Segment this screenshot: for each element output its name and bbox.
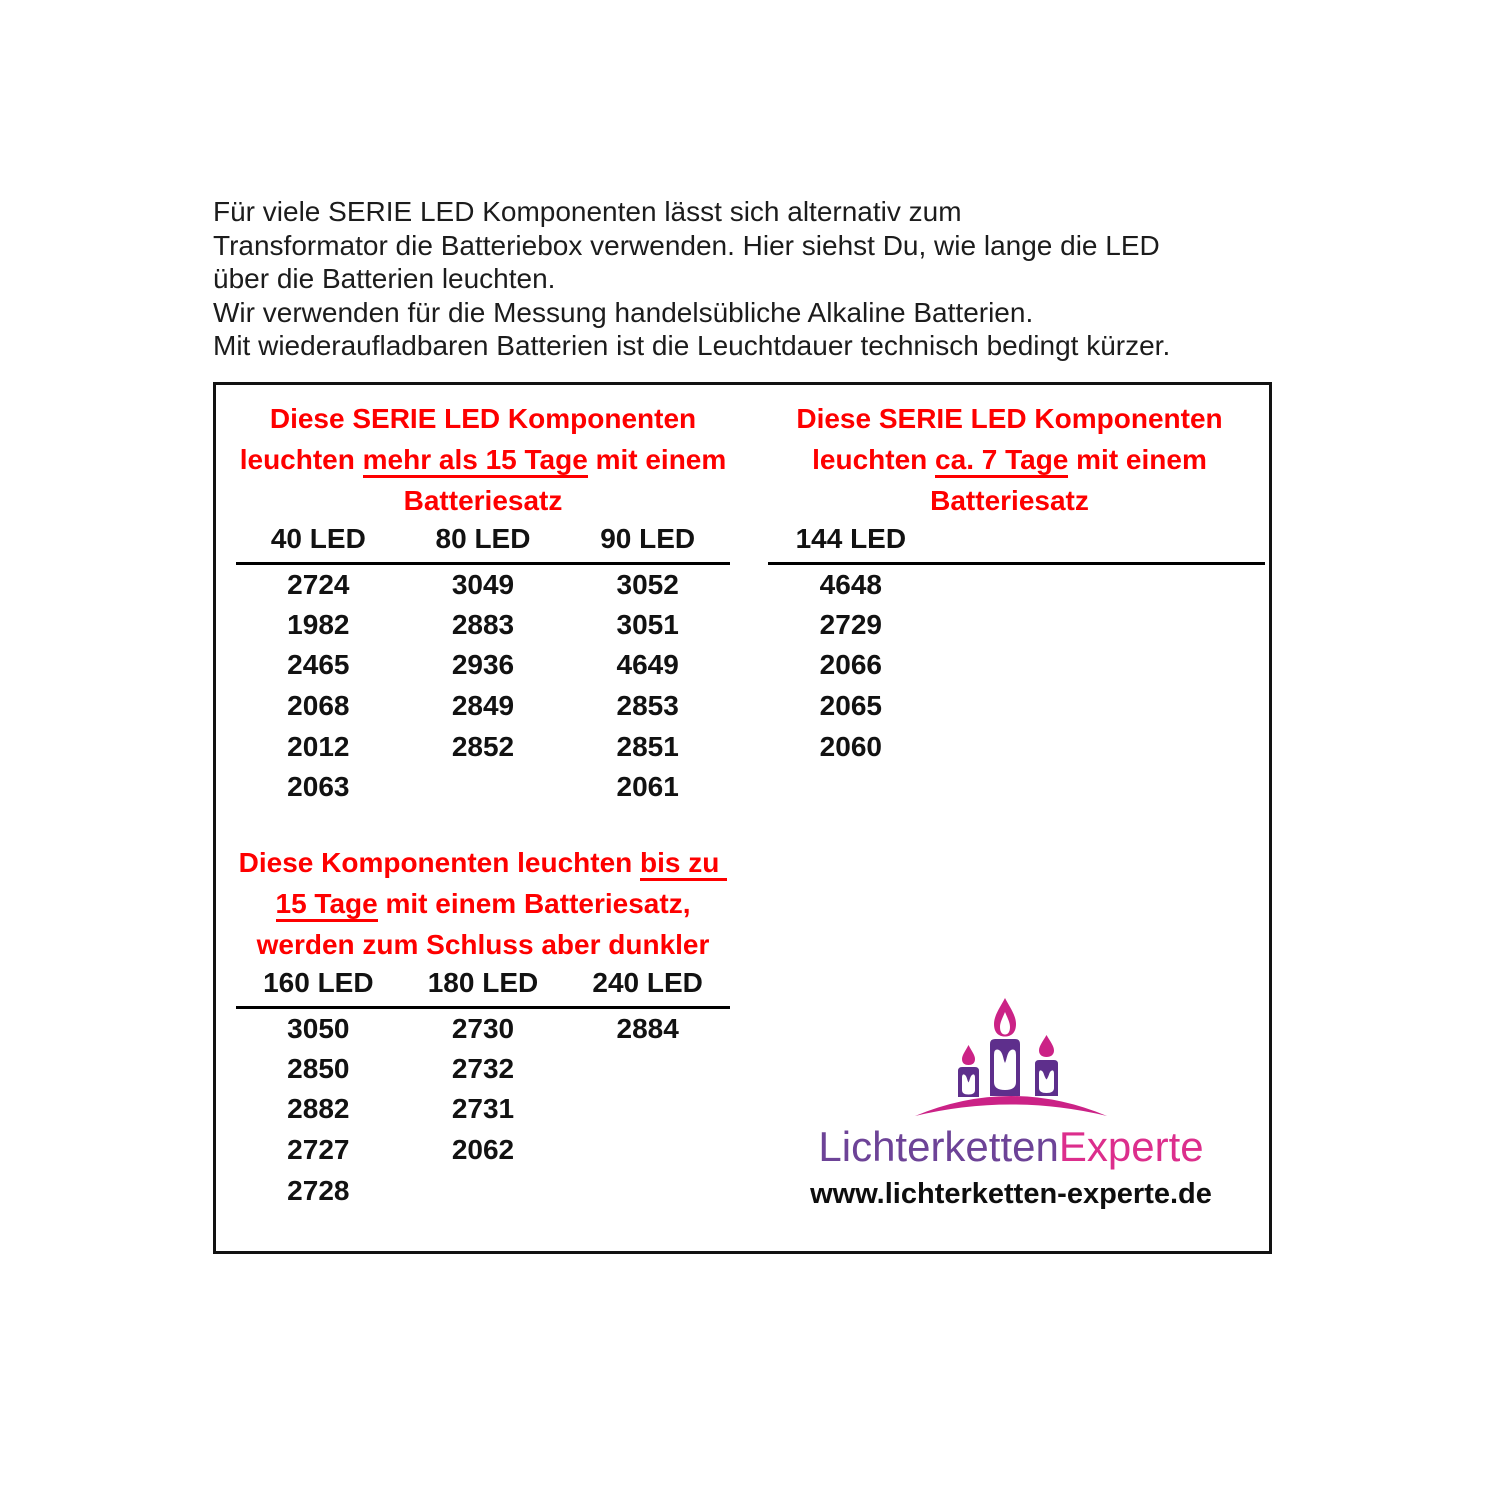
article-number-cell [565, 1130, 730, 1171]
led-count-column-header: 240 LED [565, 967, 730, 1008]
article-number-cell [401, 1170, 566, 1211]
table-row [768, 726, 1265, 767]
table-row [236, 1130, 730, 1171]
article-number-cell: 2849 [451, 689, 515, 721]
intro-text [213, 195, 1373, 363]
led-runtime-table [236, 523, 730, 808]
three-candles-icon [901, 993, 1121, 1133]
led-count-column-header: 160 LED [236, 967, 401, 1008]
table-row [236, 1048, 730, 1089]
article-number-cell: 2060 [819, 730, 882, 762]
article-number-cell [401, 767, 566, 808]
article-number-cell: 2728 [287, 1174, 350, 1206]
section-heading: Diese SERIE LED Komponenten leuchten ca. 7 Tage mit einem Batteriesatz [796, 403, 1223, 516]
brand-logo [795, 993, 1227, 1211]
intro-line: Transformator die Batteriebox verwenden. Hier siehst Du, wie lange die LED [213, 229, 1160, 261]
panel-section-more-than-15-days [236, 398, 730, 808]
article-number-cell: 2465 [287, 649, 350, 681]
article-number-cell: 2884 [616, 1012, 679, 1044]
article-number-cell: 3050 [287, 1012, 350, 1044]
led-count-column-header: 80 LED [401, 523, 566, 564]
table-row [236, 1089, 730, 1130]
led-count-column-header: 40 LED [236, 523, 401, 564]
brand-name [795, 1125, 1227, 1169]
table-row [768, 686, 1265, 727]
led-count-column-header: 180 LED [401, 967, 566, 1008]
article-number-cell: 2727 [287, 1133, 350, 1165]
table-row [236, 1170, 730, 1211]
article-number-cell: 2066 [819, 649, 882, 681]
table-row [768, 604, 1265, 645]
led-runtime-table [768, 523, 1265, 767]
intro-line: Für viele SERIE LED Komponenten lässt sich alternativ zum [213, 196, 962, 227]
intro-line: Mit wiederaufladbaren Batterien ist die Leuchtdauer technisch bedingt kürzer. [213, 330, 1171, 361]
led-count-column-header [1099, 523, 1265, 564]
article-number-cell: 2068 [287, 689, 350, 721]
article-number-cell: 2062 [451, 1133, 515, 1165]
article-number-cell: 4649 [616, 649, 679, 681]
article-number-cell: 2012 [287, 730, 350, 762]
article-number-cell: 2852 [451, 730, 515, 762]
section-heading: Diese Komponenten leuchten bis zu 15 Tage mit einem Batteriesatz, werden zum Schluss aber dunkler [236, 842, 730, 965]
article-number-cell: 2732 [451, 1052, 515, 1084]
article-number-cell: 2850 [287, 1052, 350, 1084]
table-row [236, 645, 730, 686]
article-number-cell: 3051 [616, 608, 679, 640]
intro-line: Wir verwenden für die Messung handelsübliche Alkaline Batterien. [213, 296, 1034, 328]
article-number-cell: 2063 [287, 771, 350, 803]
table-row [236, 767, 730, 808]
article-number-cell [565, 1170, 730, 1211]
section-heading: Diese SERIE LED Komponenten leuchten mehr als 15 Tage mit einem Batteriesatz [239, 403, 727, 516]
article-number-cell [565, 1089, 730, 1130]
article-number-cell: 2883 [451, 608, 515, 640]
article-number-cell: 4648 [819, 568, 882, 600]
table-row [768, 564, 1265, 605]
table-row [236, 1008, 730, 1049]
led-count-column-header: 144 LED [768, 523, 934, 564]
article-number-cell: 2065 [819, 689, 882, 721]
table-row [236, 604, 730, 645]
table-row [236, 564, 730, 605]
led-count-column-header [934, 523, 1100, 564]
table-row [236, 726, 730, 767]
info-panel [213, 382, 1272, 1254]
article-number-cell: 2061 [616, 771, 679, 803]
brand-name-part1: Lichterketten [818, 1123, 1059, 1170]
led-runtime-table [236, 967, 730, 1211]
article-number-cell: 3049 [451, 568, 515, 600]
panel-section-ca-7-days [768, 398, 1265, 767]
article-number-cell: 2731 [451, 1093, 515, 1125]
article-number-cell: 2851 [616, 730, 679, 762]
article-number-cell: 2729 [819, 608, 882, 640]
article-number-cell: 2730 [451, 1012, 515, 1044]
article-number-cell: 2853 [616, 689, 679, 721]
article-number-cell [565, 1048, 730, 1089]
article-number-cell: 3052 [616, 568, 679, 600]
table-row [768, 645, 1265, 686]
article-number-cell: 2724 [287, 568, 350, 600]
led-count-column-header: 90 LED [565, 523, 730, 564]
brand-name-part2: Experte [1058, 1123, 1204, 1170]
brand-website-url: www.lichterketten-experte.de [810, 1178, 1212, 1210]
table-row [236, 686, 730, 727]
article-number-cell: 2882 [287, 1093, 350, 1125]
panel-section-up-to-15-days [236, 842, 730, 1211]
intro-line: über die Batterien leuchten. [213, 263, 556, 294]
article-number-cell: 1982 [287, 608, 350, 640]
article-number-cell: 2936 [451, 649, 515, 681]
